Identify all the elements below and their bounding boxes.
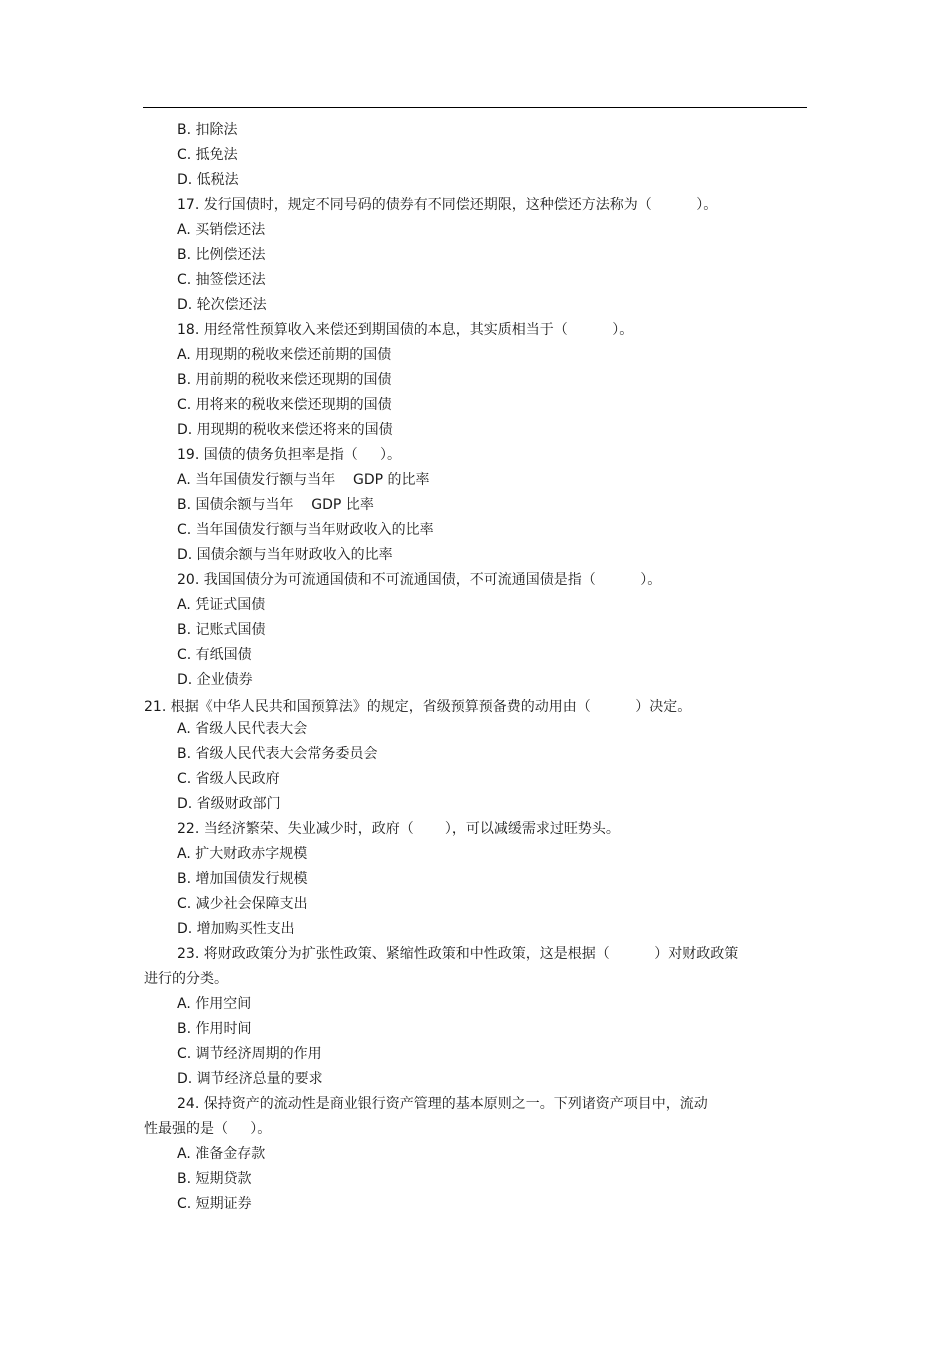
answer-option: C. 短期证券 xyxy=(177,1196,252,1212)
answer-option: A. 准备金存款 xyxy=(177,1146,266,1162)
answer-option: D. 轮次偿还法 xyxy=(177,297,267,313)
answer-option: B. 增加国债发行规模 xyxy=(177,871,308,887)
answer-option: B. 国债余额与当年 GDP 比率 xyxy=(177,497,374,513)
question-text: 进行的分类。 xyxy=(144,971,228,987)
answer-option: D. 国债余额与当年财政收入的比率 xyxy=(177,547,393,563)
answer-option: D. 调节经济总量的要求 xyxy=(177,1071,323,1087)
answer-option: A. 扩大财政赤字规模 xyxy=(177,846,308,862)
question-text: 18. 用经常性预算收入来偿还到期国债的本息，其实质相当于（ ）。 xyxy=(177,322,634,338)
question-text: 19. 国债的债务负担率是指（ ）。 xyxy=(177,447,401,463)
answer-option: A. 买销偿还法 xyxy=(177,222,266,238)
answer-option: C. 调节经济周期的作用 xyxy=(177,1046,322,1062)
answer-option: A. 用现期的税收来偿还前期的国债 xyxy=(177,347,392,363)
answer-option: D. 用现期的税收来偿还将来的国债 xyxy=(177,422,393,438)
answer-option: D. 企业债券 xyxy=(177,672,253,688)
answer-option: C. 抽签偿还法 xyxy=(177,272,266,288)
question-text: 20. 我国国债分为可流通国债和不可流通国债，不可流通国债是指（ ）。 xyxy=(177,572,662,588)
answer-option: C. 省级人民政府 xyxy=(177,771,280,787)
answer-option: C. 抵免法 xyxy=(177,147,238,163)
answer-option: B. 短期贷款 xyxy=(177,1171,252,1187)
answer-option: A. 作用空间 xyxy=(177,996,252,1012)
answer-option: C. 减少社会保障支出 xyxy=(177,896,308,912)
answer-option: A. 省级人民代表大会 xyxy=(177,721,308,737)
answer-option: C. 有纸国债 xyxy=(177,647,252,663)
answer-option: D. 低税法 xyxy=(177,172,239,188)
question-text: 性最强的是（ ）。 xyxy=(144,1121,272,1137)
header-rule xyxy=(143,107,807,108)
answer-option: B. 作用时间 xyxy=(177,1021,252,1037)
question-text: 22. 当经济繁荣、失业减少时，政府（ ），可以减缓需求过旺势头。 xyxy=(177,821,620,837)
answer-option: B. 用前期的税收来偿还现期的国债 xyxy=(177,372,392,388)
question-text: 23. 将财政政策分为扩张性政策、紧缩性政策和中性政策，这是根据（ ）对财政政策 xyxy=(177,946,739,962)
answer-option: A. 当年国债发行额与当年 GDP 的比率 xyxy=(177,472,430,488)
question-text: 24. 保持资产的流动性是商业银行资产管理的基本原则之一。下列诸资产项目中，流动 xyxy=(177,1096,708,1112)
answer-option: B. 比例偿还法 xyxy=(177,247,266,263)
answer-option: B. 省级人民代表大会常务委员会 xyxy=(177,746,378,762)
answer-option: C. 用将来的税收来偿还现期的国债 xyxy=(177,397,392,413)
question-text: 21. 根据《中华人民共和国预算法》的规定，省级预算预备费的动用由（ ）决定。 xyxy=(144,699,692,715)
answer-option: C. 当年国债发行额与当年财政收入的比率 xyxy=(177,522,434,538)
question-text: 17. 发行国债时，规定不同号码的债券有不同偿还期限，这种偿还方法称为（ ）。 xyxy=(177,197,718,213)
answer-option: D. 增加购买性支出 xyxy=(177,921,295,937)
answer-option: D. 省级财政部门 xyxy=(177,796,281,812)
answer-option: B. 扣除法 xyxy=(177,122,238,138)
answer-option: A. 凭证式国债 xyxy=(177,597,266,613)
answer-option: B. 记账式国债 xyxy=(177,622,266,638)
